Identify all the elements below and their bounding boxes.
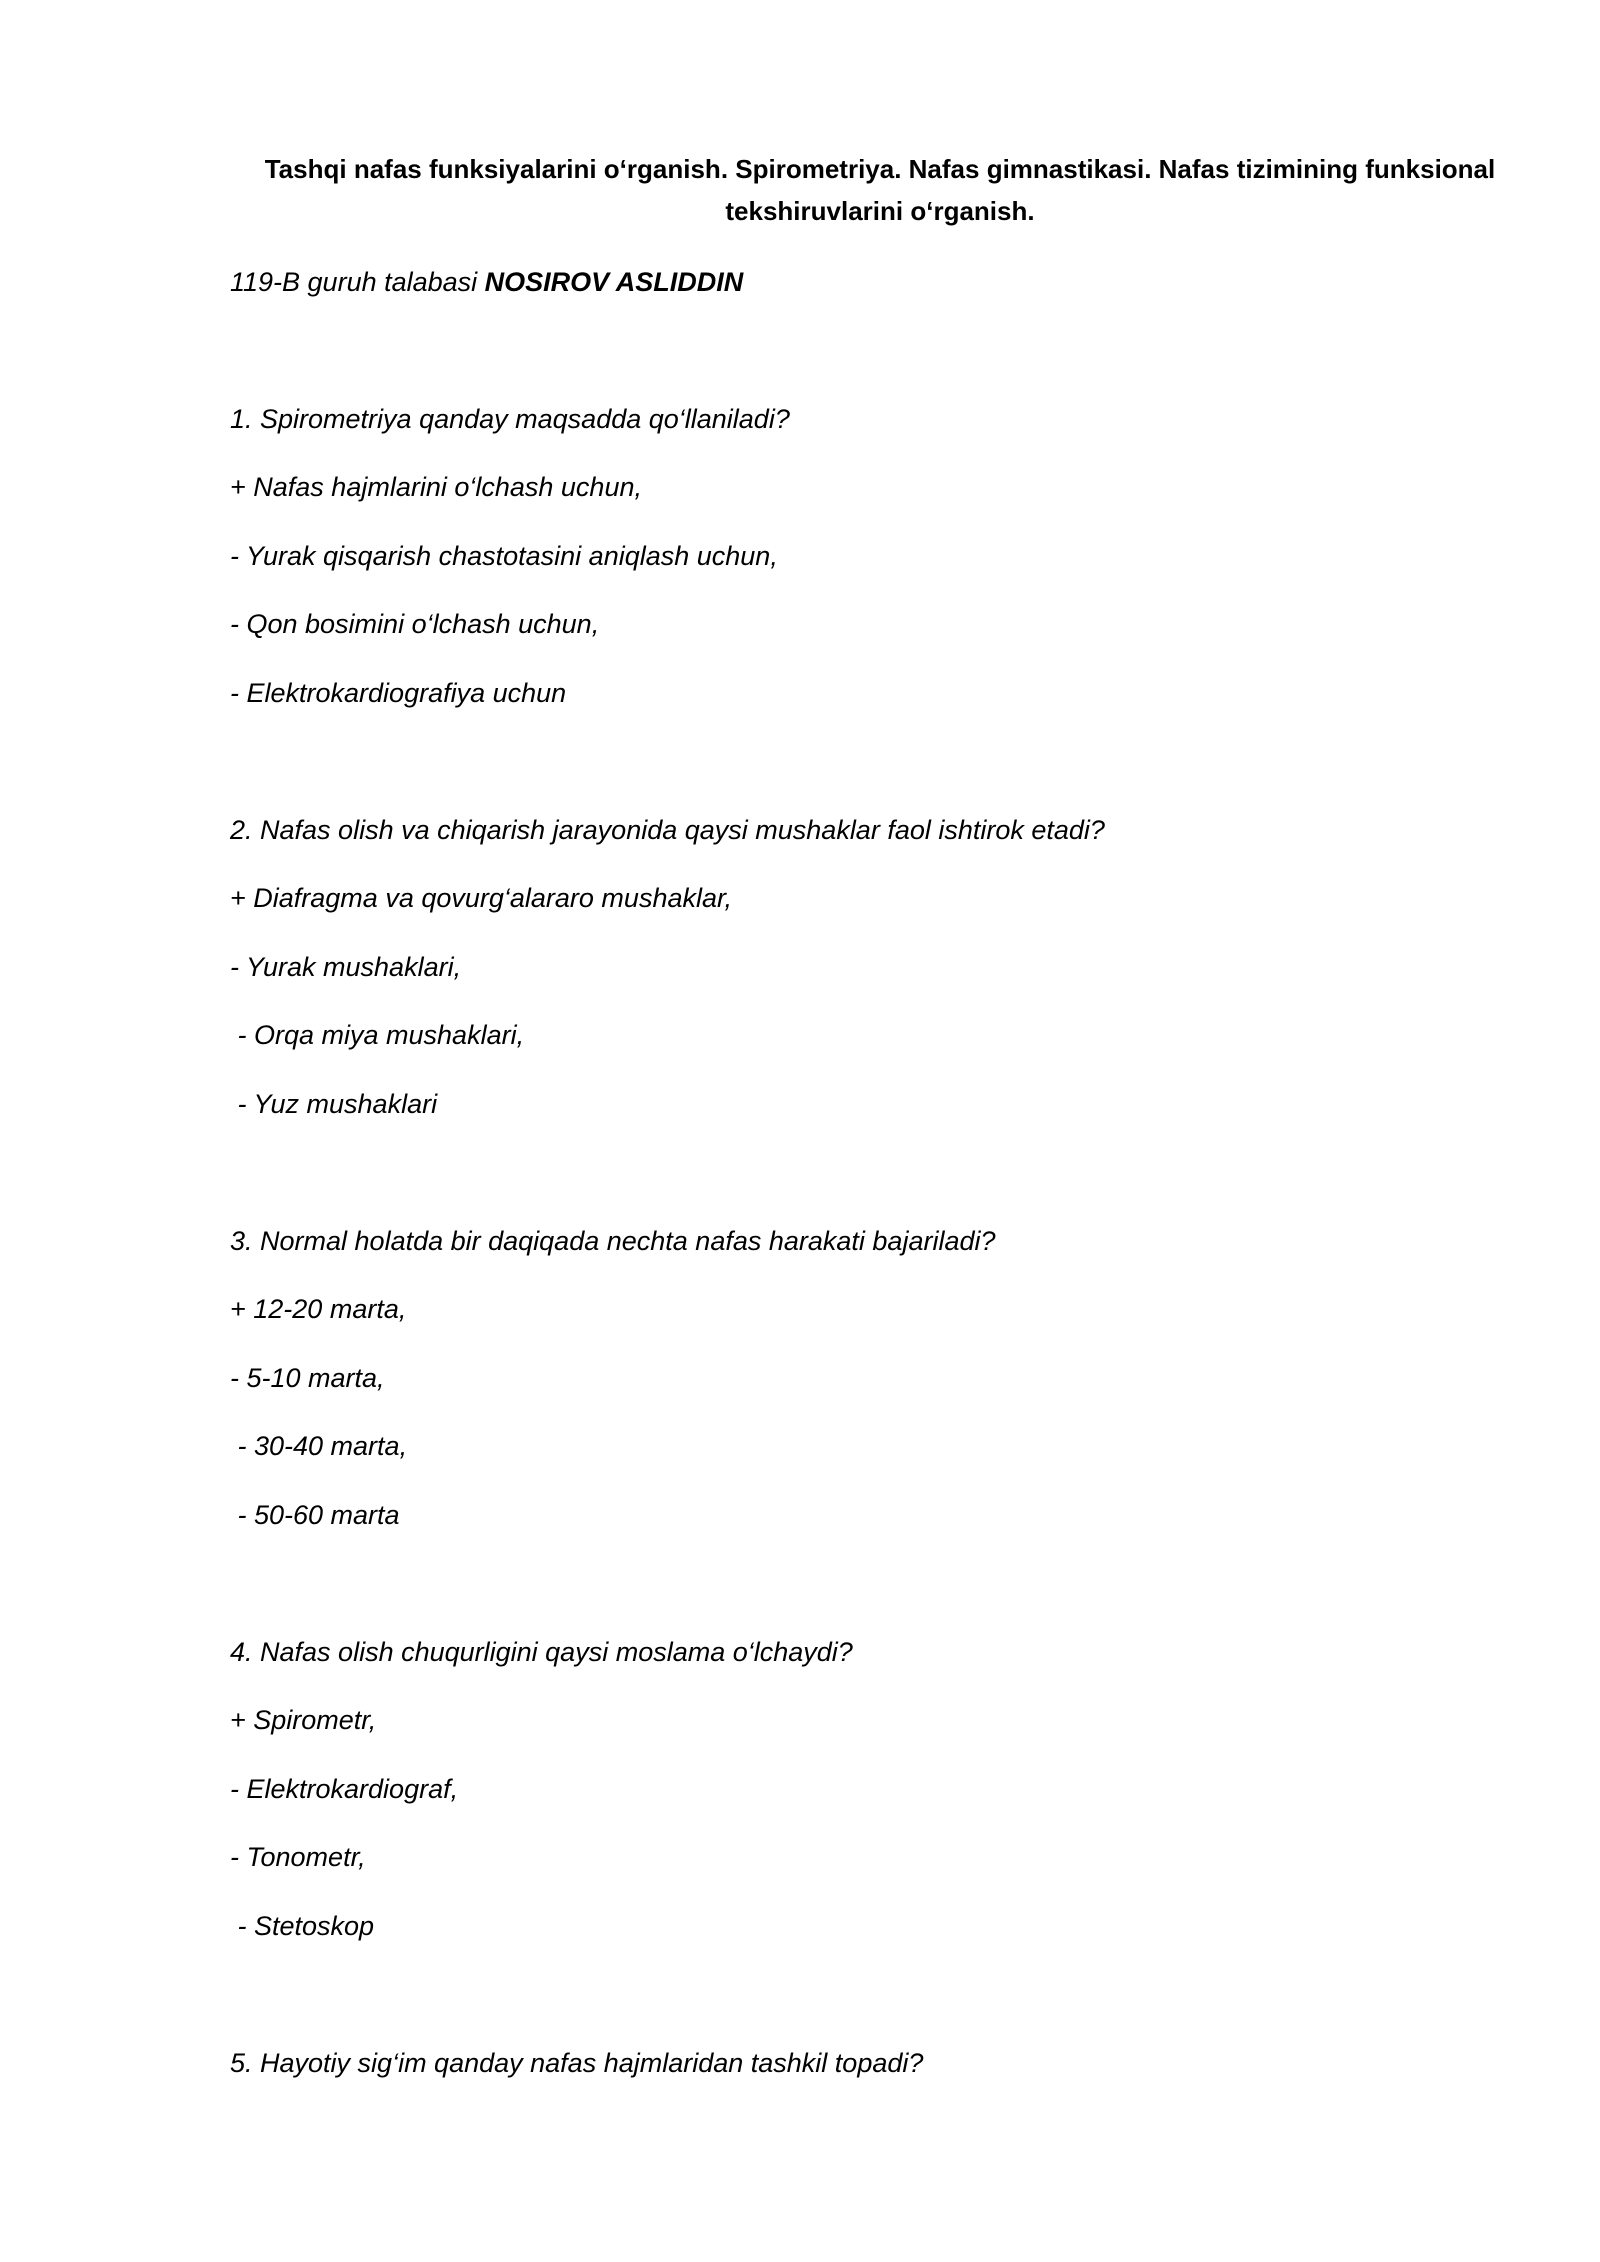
question-3-option-2: - 5-10 marta, <box>230 1363 385 1393</box>
question-4-option-2: - Elektrokardiograf, <box>230 1774 459 1804</box>
question-2-option-1: + Diafragma va qovurg‘alararo mushaklar, <box>230 883 732 913</box>
question-3-option-4: - 50-60 marta <box>230 1500 400 1530</box>
question-2-option-3: - Orqa miya mushaklari, <box>230 1020 525 1050</box>
question-4: 4. Nafas olish chuqurligini qaysi moslama o‘lchaydi? <box>230 1637 853 1667</box>
author-line <box>230 264 743 300</box>
author-prefix: 119-B guruh talabasi <box>230 267 485 297</box>
question-3: 3. Normal holatda bir daqiqada nechta nafas harakati bajariladi? <box>230 1226 996 1256</box>
question-3-option-3: - 30-40 marta, <box>230 1431 408 1461</box>
title-line-2: tekshiruvlarini o‘rganish. <box>725 196 1035 226</box>
question-1-option-4: - Elektrokardiografiya uchun <box>230 678 567 708</box>
question-2-option-2: - Yurak mushaklari, <box>230 952 462 982</box>
question-3-option-1: + 12-20 marta, <box>230 1294 407 1324</box>
question-1-option-2: - Yurak qisqarish chastotasini aniqlash uchun, <box>230 541 778 571</box>
title-line-1: Tashqi nafas funksiyalarini o‘rganish. Spirometriya. Nafas gimnastikasi. Nafas tizimining funksional <box>264 154 1496 184</box>
document-title <box>230 148 1530 232</box>
question-5: 5. Hayotiy sig‘im qanday nafas hajmlaridan tashkil topadi? <box>230 2048 924 2078</box>
question-4-option-4: - Stetoskop <box>230 1911 375 1941</box>
author-name: NOSIROV ASLIDDIN <box>484 267 744 297</box>
question-4-option-1: + Spirometr, <box>230 1705 377 1735</box>
question-4-option-3: - Tonometr, <box>230 1842 366 1872</box>
question-1-option-3: - Qon bosimini o‘lchash uchun, <box>230 609 600 639</box>
question-2: 2. Nafas olish va chiqarish jarayonida qaysi mushaklar faol ishtirok etadi? <box>230 815 1105 845</box>
question-2-option-4: - Yuz mushaklari <box>230 1089 438 1119</box>
question-1-option-1: + Nafas hajmlarini o‘lchash uchun, <box>230 472 642 502</box>
question-1: 1. Spirometriya qanday maqsadda qo‘llaniladi? <box>230 404 790 434</box>
